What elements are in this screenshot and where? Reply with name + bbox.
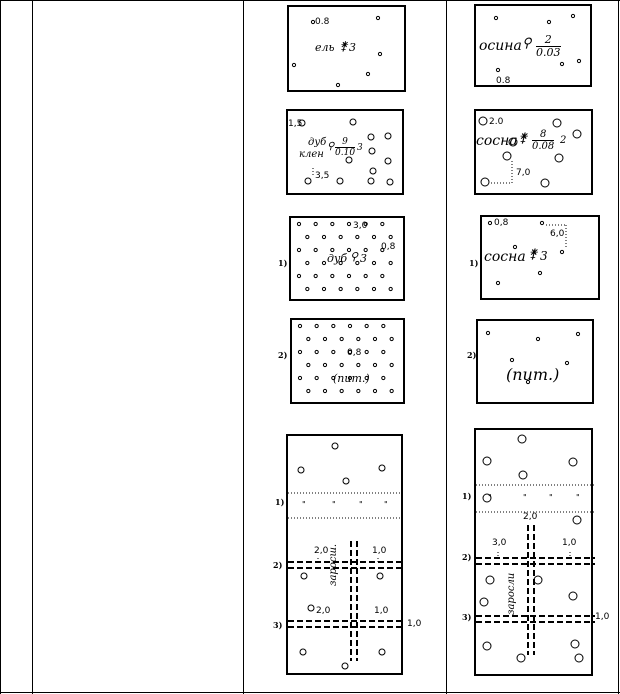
tree-symbol-icon: ⚵	[528, 247, 538, 262]
table-border-col1	[32, 0, 33, 694]
tree-point	[314, 248, 317, 251]
tree-point	[298, 376, 301, 379]
distance-label: 1,0	[374, 606, 389, 616]
tree-point	[365, 324, 368, 327]
tree-point	[332, 350, 335, 353]
tree-symbol-icon: ⚲	[327, 141, 335, 152]
tree-point	[331, 274, 334, 277]
nursery-label: (пит.)	[506, 365, 560, 384]
tier-label: 3	[360, 252, 367, 265]
tree-point	[307, 363, 310, 366]
distance-label: 2,0	[316, 606, 331, 616]
right-diagram-clearing-plan	[474, 428, 593, 676]
tree-point	[373, 389, 376, 392]
tree-symbol-icon: ⚵	[518, 131, 528, 146]
tree-point	[306, 235, 309, 238]
tree-point	[356, 235, 359, 238]
tree-point	[298, 324, 301, 327]
distance-label: 1,0	[562, 538, 577, 548]
left-diagram-oak-maple	[286, 109, 404, 195]
tree-point	[356, 287, 359, 290]
tree-point	[323, 363, 326, 366]
tree-point	[314, 222, 317, 225]
distance-label: 3,0	[353, 221, 368, 231]
tree-point	[382, 376, 385, 379]
tree-point	[357, 363, 360, 366]
table-border-col3	[446, 0, 447, 694]
tree-point	[357, 337, 360, 340]
marker-1: 1)	[462, 491, 472, 501]
tree-point	[315, 350, 318, 353]
distance-label: 3,0	[492, 538, 507, 548]
tree-point	[372, 235, 375, 238]
tree-point	[381, 222, 384, 225]
tier-label: 3	[349, 41, 356, 54]
tree-point	[340, 337, 343, 340]
distance-label: 2.0	[489, 117, 504, 127]
tree-point	[357, 389, 360, 392]
marker-1: 1)	[278, 258, 288, 268]
left-diagram-oak-grid	[289, 216, 405, 301]
distance-label: 6,0	[550, 229, 565, 239]
tree-point	[390, 337, 393, 340]
species-label: дуб	[308, 137, 327, 148]
table-border-bottom	[0, 692, 620, 693]
tree-point	[373, 363, 376, 366]
distance-label: 2,0	[314, 546, 329, 556]
tree-point	[332, 324, 335, 327]
overgrowth-label: заросли	[506, 572, 517, 615]
tree-point	[347, 222, 350, 225]
tree-point	[322, 287, 325, 290]
right-diagram-pine	[480, 215, 600, 300]
svg-text:": "	[549, 493, 553, 502]
marker-3: 3)	[462, 612, 472, 622]
tree-symbol-icon: ⚵	[339, 39, 348, 53]
distance-label: 7,0	[516, 168, 531, 178]
distance-label: 0,8	[381, 242, 396, 252]
tree-point	[390, 389, 393, 392]
tree-points	[478, 321, 592, 402]
tree-point	[306, 261, 309, 264]
distance-label: 1,0	[372, 546, 387, 556]
species-label: дуб	[327, 252, 348, 265]
species-label: клен	[299, 149, 324, 160]
tree-point	[389, 235, 392, 238]
distance-label: 1,5	[288, 119, 303, 129]
species-label: ель	[315, 41, 335, 54]
tree-point	[382, 350, 385, 353]
svg-text:": "	[384, 500, 388, 509]
tree-point	[322, 235, 325, 238]
tree-point	[340, 389, 343, 392]
distance-label: 1,0	[595, 612, 610, 622]
svg-text:": "	[488, 493, 492, 502]
tree-point	[364, 274, 367, 277]
left-diagram-clearing-plan	[286, 434, 403, 675]
table-border-col2	[243, 0, 244, 694]
marker-2: 2)	[278, 350, 288, 360]
right-diagram-nursery	[476, 319, 594, 404]
svg-text:": "	[523, 493, 527, 502]
overgrowth-label: заросш.	[328, 543, 339, 586]
tree-point	[381, 274, 384, 277]
tree-point	[298, 350, 301, 353]
tree-point	[315, 324, 318, 327]
composition-fraction: $\frac{9}{0.10}$	[335, 137, 356, 158]
tree-point	[339, 235, 342, 238]
species-label: сосна	[484, 249, 526, 265]
tree-point	[339, 287, 342, 290]
tree-point	[297, 248, 300, 251]
tree-point	[315, 376, 318, 379]
distance-label: 2,0	[523, 512, 538, 522]
tier-label: 3	[540, 249, 548, 263]
marker-1: 1)	[275, 497, 285, 507]
species-label: сосна	[476, 133, 518, 149]
left-diagram-nursery-grid	[290, 318, 405, 404]
right-diagram-aspen	[474, 4, 592, 87]
distance-label: 1,0	[407, 619, 422, 629]
marker-2: 2)	[467, 350, 477, 360]
tree-point	[382, 324, 385, 327]
tree-point	[373, 337, 376, 340]
svg-text:": "	[332, 500, 336, 509]
tree-point	[347, 274, 350, 277]
marker-2: 2)	[462, 552, 472, 562]
species-label: осина	[479, 38, 522, 54]
svg-text:": "	[302, 500, 306, 509]
nursery-label: (пит.)	[333, 372, 370, 385]
tree-point	[365, 350, 368, 353]
marker-2: 2)	[273, 560, 283, 570]
table-border-left	[0, 0, 1, 694]
tree-symbol-icon: ⚲	[522, 36, 532, 51]
composition-fraction: $\frac{2}{0.03}$	[536, 33, 561, 59]
tree-point	[331, 222, 334, 225]
tier-label: 2	[560, 135, 567, 146]
tree-point	[322, 261, 325, 264]
left-diagram-spruce	[287, 5, 406, 92]
tree-point	[340, 363, 343, 366]
table-border-top	[0, 0, 620, 1]
distance-label: 3,5	[315, 171, 330, 181]
right-diagram-pine-mixed	[474, 109, 593, 195]
tree-point	[389, 261, 392, 264]
distance-label: 0,8	[494, 218, 509, 228]
tree-point	[297, 222, 300, 225]
table-border-right	[618, 0, 619, 694]
tree-point	[372, 287, 375, 290]
tree-point	[323, 337, 326, 340]
tree-points	[476, 430, 591, 674]
tree-point	[372, 261, 375, 264]
distance-label: 0.8	[496, 76, 511, 86]
tree-points	[292, 320, 403, 402]
distance-label: 0,8	[347, 348, 362, 358]
tree-point	[307, 337, 310, 340]
composition-fraction: $\frac{8}{0.08}$	[532, 129, 555, 152]
tree-point	[306, 287, 309, 290]
tree-point	[389, 287, 392, 290]
tree-point	[348, 324, 351, 327]
marker-3: 3)	[273, 620, 283, 630]
distance-label: 0.8	[315, 17, 330, 27]
tree-point	[314, 274, 317, 277]
tree-symbol-icon: ⚲	[350, 250, 359, 263]
tree-point	[307, 389, 310, 392]
svg-text:": "	[359, 500, 363, 509]
svg-text:": "	[576, 493, 580, 502]
tree-point	[297, 274, 300, 277]
tree-point	[323, 389, 326, 392]
marker-1: 1)	[469, 258, 479, 268]
tier-label: 3	[357, 143, 363, 153]
tree-point	[390, 363, 393, 366]
